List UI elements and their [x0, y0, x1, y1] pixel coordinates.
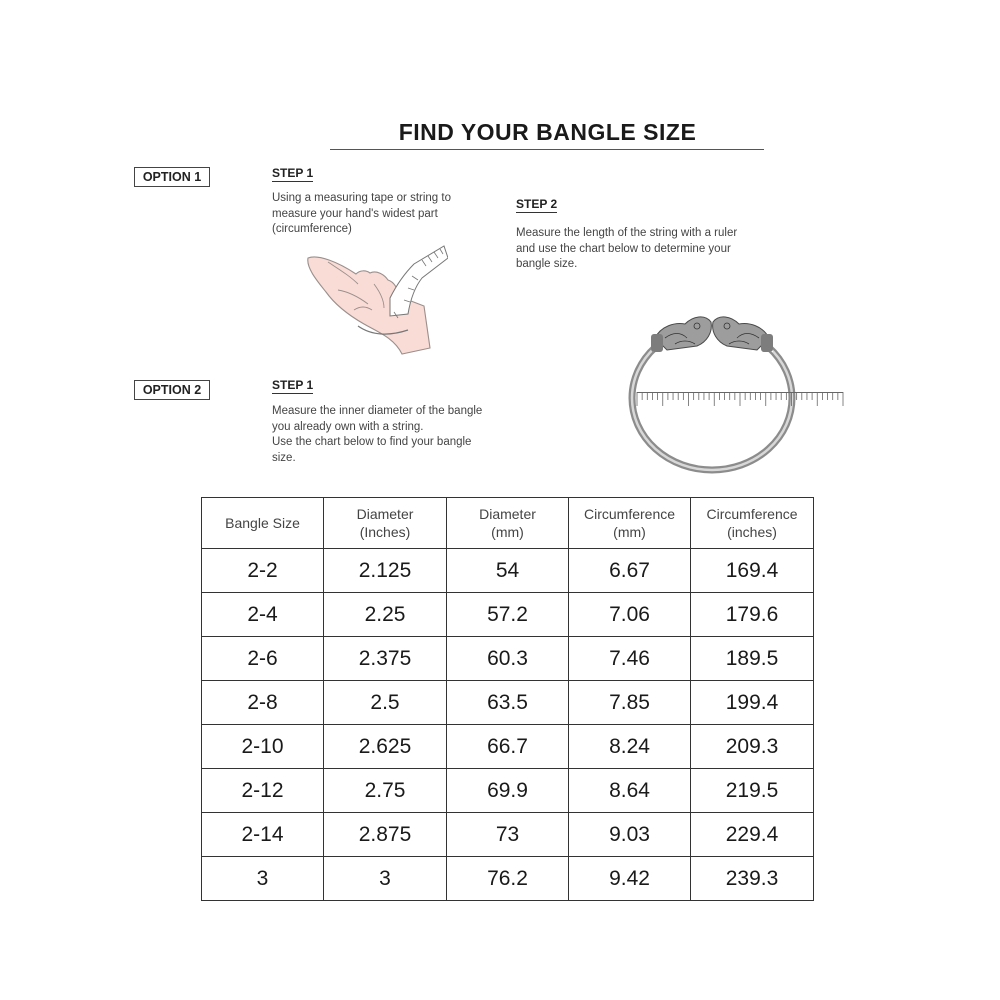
- header-line: (inches): [727, 524, 777, 540]
- table-cell: 73: [447, 813, 569, 857]
- header-line: (mm): [613, 524, 646, 540]
- table-row: [202, 681, 814, 725]
- header-diameter-inches: [324, 498, 447, 549]
- table-cell: 2-14: [202, 813, 324, 857]
- bangle-on-ruler-illustration: [615, 290, 850, 480]
- option-1-step-2-text: [516, 226, 737, 273]
- table-cell: 209.3: [691, 725, 814, 769]
- table-cell: 7.85: [569, 681, 691, 725]
- table-cell: 2.25: [324, 593, 447, 637]
- header-line: Diameter: [479, 506, 536, 522]
- hand-measuring-illustration: [298, 240, 448, 360]
- text-line: and use the chart below to determine your: [516, 242, 731, 255]
- text-line: size.: [272, 451, 296, 464]
- option-1-step-2-title: STEP 2: [516, 197, 558, 211]
- table-cell: 9.42: [569, 857, 691, 901]
- table-cell: 2.375: [324, 637, 447, 681]
- header-circumference-inches: [691, 498, 814, 549]
- option-1-step-2: [516, 195, 737, 273]
- text-line: (circumference): [272, 223, 352, 235]
- table-cell: 7.46: [569, 637, 691, 681]
- text-line: Measure the inner diameter of the bangle: [272, 405, 483, 417]
- table-cell: 2-10: [202, 725, 324, 769]
- table-header-row: [202, 498, 814, 549]
- table-cell: 3: [324, 857, 447, 901]
- option-1-step-1-title: STEP 1: [272, 166, 314, 180]
- text-line: Use the chart below to find your bangle: [272, 436, 472, 448]
- page-title: FIND YOUR BANGLE SIZE: [398, 119, 697, 145]
- table-cell: 8.24: [569, 725, 691, 769]
- option-2-step-1-text: [272, 404, 482, 466]
- table-cell: 219.5: [691, 769, 814, 813]
- option-1-step-1-text: [272, 191, 451, 238]
- table-cell: 2-8: [202, 681, 324, 725]
- table-cell: 179.6: [691, 593, 814, 637]
- table-cell: 9.03: [569, 813, 691, 857]
- table-cell: 8.64: [569, 769, 691, 813]
- text-line: Measure the length of the string with a ruler: [516, 227, 738, 239]
- table-cell: 2-12: [202, 769, 324, 813]
- bangle-size-table: [201, 497, 814, 901]
- table-cell: 66.7: [447, 725, 569, 769]
- text-line: measure your hand's widest part: [272, 207, 438, 220]
- table-cell: 2.875: [324, 813, 447, 857]
- table-row: [202, 769, 814, 813]
- text-line: Using a measuring tape or string to: [272, 192, 451, 204]
- table-cell: 76.2: [447, 857, 569, 901]
- table-cell: 239.3: [691, 857, 814, 901]
- header-line: Circumference: [706, 506, 798, 522]
- table-cell: 2-4: [202, 593, 324, 637]
- table-row: [202, 857, 814, 901]
- header-diameter-mm: [447, 498, 569, 549]
- table-cell: 2.75: [324, 769, 447, 813]
- table-cell: 199.4: [691, 681, 814, 725]
- table-cell: 2-2: [202, 549, 324, 593]
- title-divider: [330, 149, 764, 150]
- option-2-step-1-title: STEP 1: [272, 378, 314, 392]
- table-cell: 57.2: [447, 593, 569, 637]
- header-line: (mm): [491, 524, 524, 540]
- table-cell: 60.3: [447, 637, 569, 681]
- option-1-step-1: [272, 164, 451, 238]
- header-bangle-size: [202, 498, 324, 549]
- table-cell: 2.625: [324, 725, 447, 769]
- table-row: [202, 725, 814, 769]
- text-line: you already own with a string.: [272, 420, 424, 433]
- header-circumference-mm: [569, 498, 691, 549]
- table-cell: 2.125: [324, 549, 447, 593]
- header-line: Circumference: [583, 506, 676, 522]
- table-cell: 229.4: [691, 813, 814, 857]
- table-cell: 7.06: [569, 593, 691, 637]
- table-cell: 2.5: [324, 681, 447, 725]
- table-cell: 6.67: [569, 549, 691, 593]
- option-1-label: OPTION 1: [134, 167, 210, 187]
- table-cell: 63.5: [447, 681, 569, 725]
- table-row: [202, 813, 814, 857]
- table-cell: 54: [447, 549, 569, 593]
- table-cell: 189.5: [691, 637, 814, 681]
- table-row: [202, 593, 814, 637]
- option-2-step-1: [272, 376, 482, 466]
- header-line: (Inches): [359, 524, 411, 540]
- table-row: [202, 549, 814, 593]
- table-cell: 2-6: [202, 637, 324, 681]
- table-cell: 3: [202, 857, 324, 901]
- table-row: [202, 637, 814, 681]
- header-line: Bangle Size: [225, 515, 300, 531]
- header-line: Diameter: [356, 506, 414, 522]
- table-cell: 169.4: [691, 549, 814, 593]
- table-cell: 69.9: [447, 769, 569, 813]
- text-line: bangle size.: [516, 258, 578, 270]
- option-2-label: OPTION 2: [134, 380, 210, 400]
